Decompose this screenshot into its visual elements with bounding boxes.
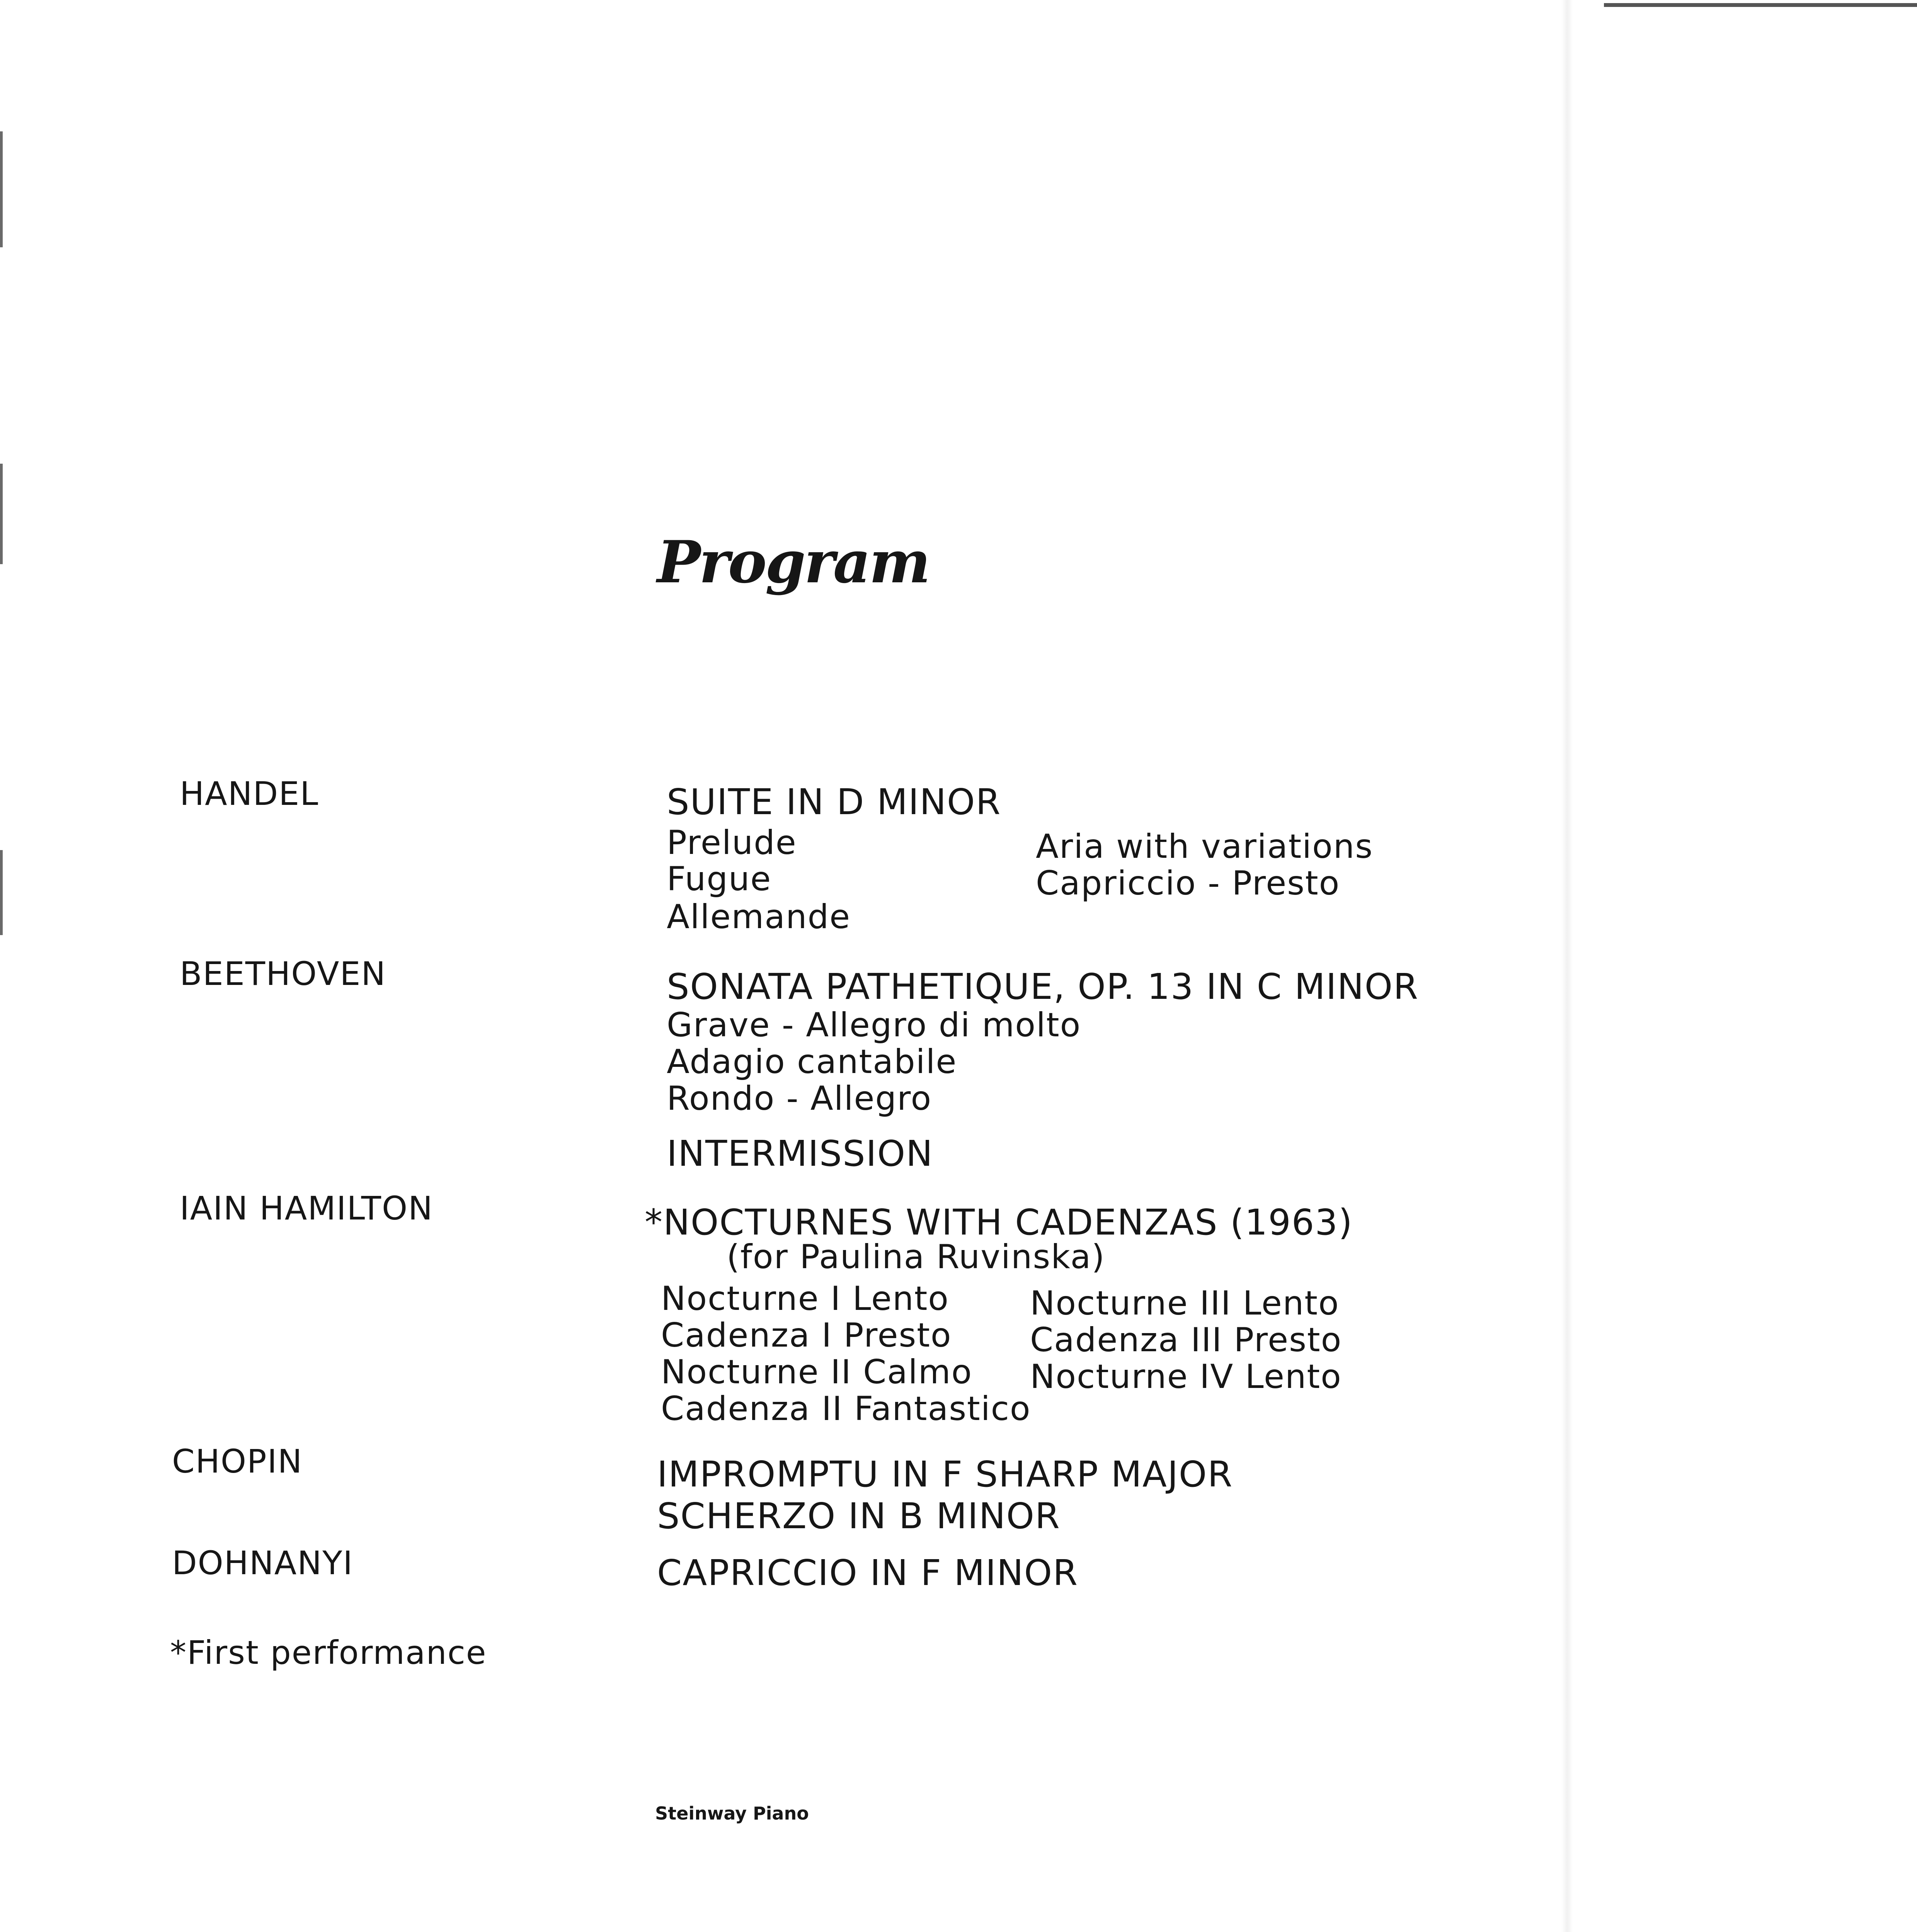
- page-edge-line: [1604, 3, 1917, 7]
- movement: Nocturne I Lento: [661, 1279, 949, 1318]
- movement: Nocturne IV Lento: [1030, 1357, 1342, 1396]
- footnote: *First performance: [170, 1634, 487, 1672]
- movement: Cadenza II Fantastico: [661, 1389, 1031, 1428]
- dedication: (for Paulina Ruvinska): [727, 1238, 1105, 1276]
- composer-handel: HANDEL: [180, 775, 319, 813]
- work-chopin-scherzo: SCHERZO IN B MINOR: [657, 1495, 1061, 1537]
- work-hamilton-nocturnes: *NOCTURNES WITH CADENZAS (1963): [645, 1202, 1353, 1243]
- movement: Prelude: [667, 823, 797, 862]
- work-beethoven-sonata: SONATA PATHETIQUE, OP. 13 IN C MINOR: [667, 966, 1419, 1007]
- movement: Allemande: [667, 898, 851, 936]
- work-handel-suite: SUITE IN D MINOR: [667, 781, 1001, 823]
- binding-mark: [0, 850, 3, 935]
- page-fold-shadow: [1561, 0, 1573, 1932]
- movement: Nocturne III Lento: [1030, 1284, 1340, 1323]
- intermission-label: INTERMISSION: [667, 1133, 933, 1174]
- movement: Fugue: [667, 860, 772, 898]
- work-chopin-impromptu: IMPROMPTU IN F SHARP MAJOR: [657, 1454, 1233, 1495]
- movement: Cadenza III Presto: [1030, 1321, 1342, 1359]
- movement: Aria with variations: [1036, 827, 1373, 866]
- composer-chopin: CHOPIN: [172, 1442, 303, 1480]
- movement: Capriccio - Presto: [1036, 864, 1340, 903]
- page-title: Program: [657, 528, 929, 596]
- movement: Cadenza I Presto: [661, 1316, 952, 1355]
- composer-dohnanyi: DOHNANYI: [172, 1544, 354, 1582]
- movement: Adagio cantabile: [667, 1043, 957, 1081]
- work-dohnanyi-capriccio: CAPRICCIO IN F MINOR: [657, 1552, 1079, 1594]
- composer-hamilton: IAIN HAMILTON: [180, 1189, 433, 1227]
- composer-beethoven: BEETHOVEN: [180, 955, 386, 993]
- binding-mark: [0, 131, 3, 247]
- piano-credit: Steinway Piano: [655, 1803, 809, 1824]
- movement: Nocturne II Calmo: [661, 1353, 973, 1391]
- movement: Rondo - Allegro: [667, 1079, 932, 1118]
- binding-mark: [0, 464, 3, 564]
- movement: Grave - Allegro di molto: [667, 1006, 1081, 1044]
